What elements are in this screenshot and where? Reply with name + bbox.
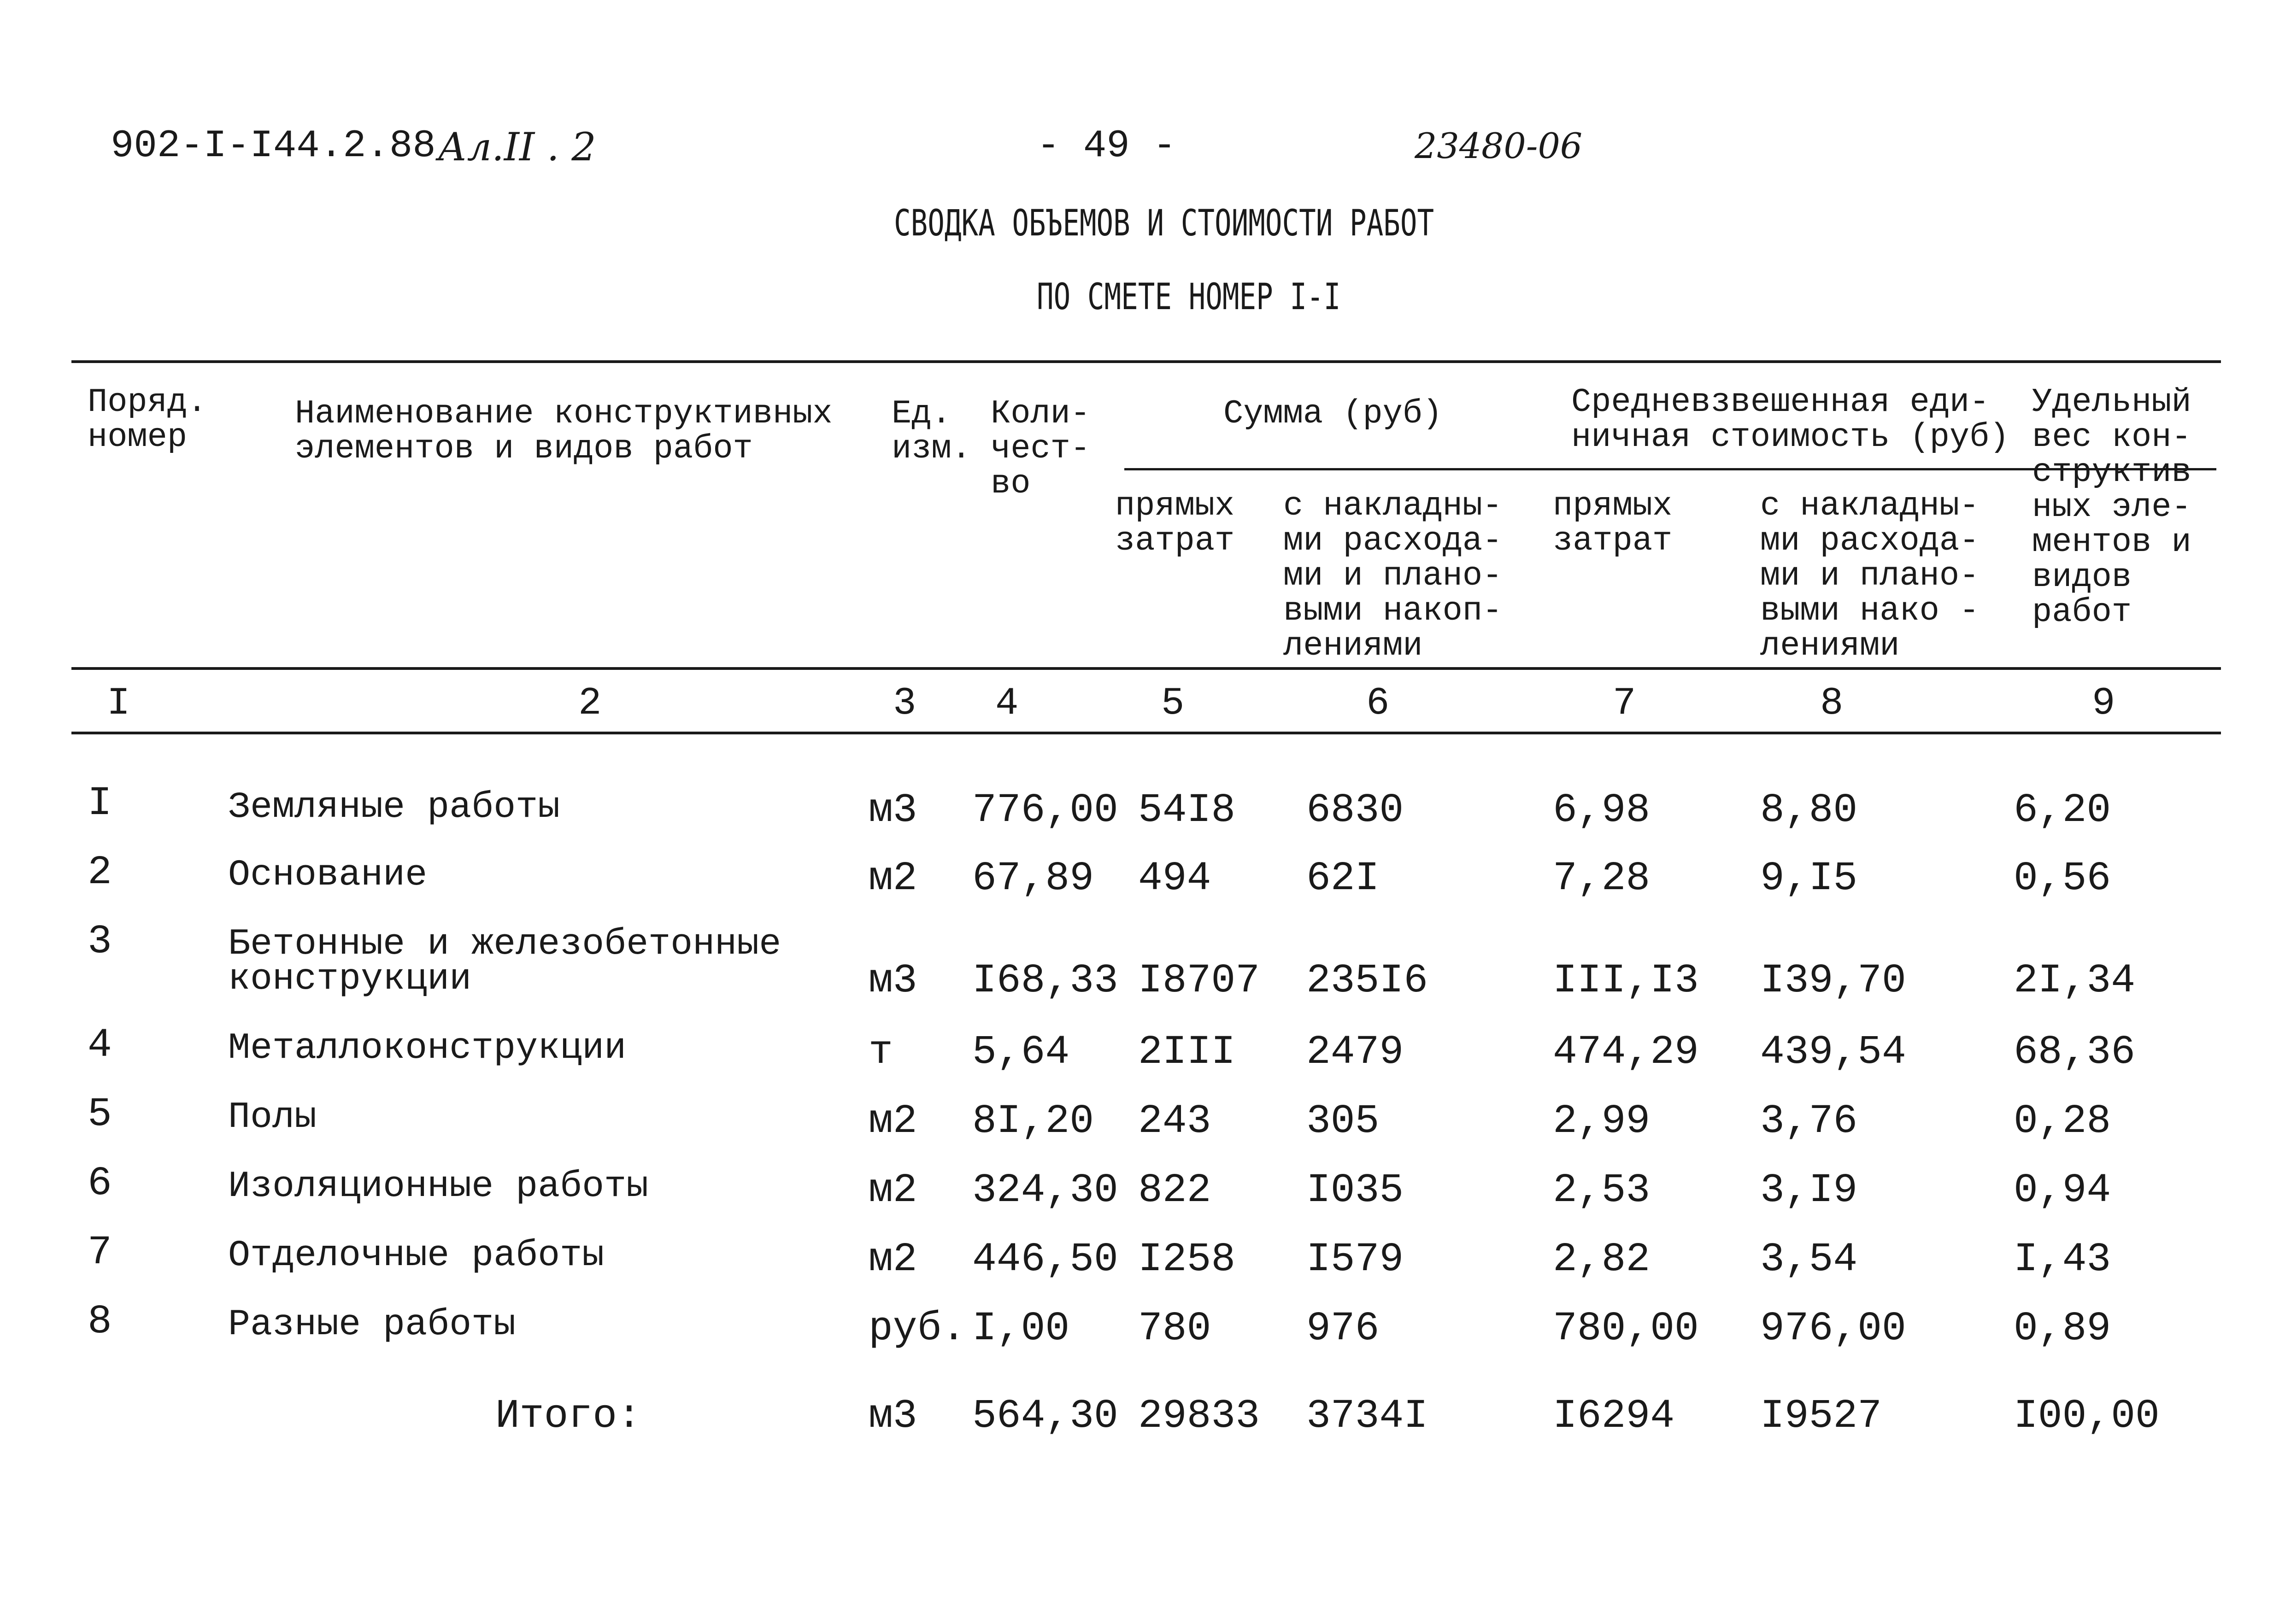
row-avg-direct: 2,53 xyxy=(1553,1168,1651,1214)
row-name: Бетонные и железобетонные конструкции xyxy=(228,923,781,1000)
row-number: 8 xyxy=(88,1299,112,1345)
row-quantity: 776,00 xyxy=(972,788,1118,833)
row-avg-overhead: 3,76 xyxy=(1760,1099,1858,1144)
total-direct-cost: 29833 xyxy=(1138,1394,1260,1439)
row-avg-overhead: 9,I5 xyxy=(1760,856,1858,902)
column-number-7: 7 xyxy=(1613,682,1636,726)
row-number: 7 xyxy=(88,1230,112,1276)
row-avg-direct: 7,28 xyxy=(1553,856,1651,902)
row-avg-direct: 2,82 xyxy=(1553,1237,1651,1283)
column-numbers-rule xyxy=(71,732,2221,734)
row-overhead-cost: 976 xyxy=(1306,1306,1380,1352)
row-unit: м3 xyxy=(869,788,917,833)
column-number-1: I xyxy=(107,682,130,726)
row-name: Земляные работы xyxy=(228,786,560,828)
header-sum-direct: прямых затрат xyxy=(1115,487,1235,560)
row-quantity: 67,89 xyxy=(972,856,1094,902)
column-number-2: 2 xyxy=(578,682,602,726)
row-number: 2 xyxy=(88,850,112,896)
row-share: I,43 xyxy=(2014,1237,2111,1283)
column-number-4: 4 xyxy=(995,682,1019,726)
header-order-number: Поряд. номер xyxy=(88,383,207,456)
row-overhead-cost: 62I xyxy=(1306,856,1380,902)
row-overhead-cost: I035 xyxy=(1306,1168,1404,1214)
column-number-6: 6 xyxy=(1366,682,1390,726)
row-direct-cost: I258 xyxy=(1138,1237,1236,1283)
row-overhead-cost: 305 xyxy=(1306,1099,1380,1144)
row-name: Основание xyxy=(228,854,428,896)
header-quantity: Коли- чест- во xyxy=(991,395,1091,503)
column-number-5: 5 xyxy=(1161,682,1185,726)
row-avg-overhead: 8,80 xyxy=(1760,788,1858,833)
row-quantity: 446,50 xyxy=(972,1237,1118,1283)
row-share: 0,94 xyxy=(2014,1168,2111,1214)
row-quantity: 8I,20 xyxy=(972,1099,1094,1144)
header-average-direct: прямых затрат xyxy=(1553,487,1673,560)
header-sum-overhead: с накладны- ми расхода- ми и плано- выми накоп- лениями xyxy=(1283,487,1503,665)
row-unit: руб. xyxy=(869,1306,966,1352)
header-average-group: Средневзвешенная еди- ничная стоимость (руб) xyxy=(1571,383,2009,456)
row-avg-direct: III,I3 xyxy=(1553,958,1699,1004)
row-name: Изоляционные работы xyxy=(228,1166,649,1208)
row-direct-cost: 2III xyxy=(1138,1030,1236,1075)
sheet-id: 23480-06 xyxy=(1415,125,1583,166)
album-number: Ал.II . 2 xyxy=(438,124,596,170)
row-share: 0,28 xyxy=(2014,1099,2111,1144)
header-sum-group: Сумма (руб) xyxy=(1223,395,1443,433)
column-number-3: 3 xyxy=(893,682,916,726)
row-number: 6 xyxy=(88,1161,112,1207)
row-name: Разные работы xyxy=(228,1304,516,1346)
row-unit: т xyxy=(869,1030,893,1075)
row-direct-cost: 494 xyxy=(1138,856,1211,902)
row-avg-overhead: 3,54 xyxy=(1760,1237,1858,1283)
row-overhead-cost: 2479 xyxy=(1306,1030,1404,1075)
row-direct-cost: 54I8 xyxy=(1138,788,1236,833)
row-overhead-cost: 235I6 xyxy=(1306,958,1428,1004)
row-avg-direct: 474,29 xyxy=(1553,1030,1699,1075)
row-unit: м2 xyxy=(869,856,917,902)
row-direct-cost: I8707 xyxy=(1138,958,1260,1004)
row-quantity: I68,33 xyxy=(972,958,1118,1004)
row-number: 3 xyxy=(88,919,112,965)
row-avg-overhead: 3,I9 xyxy=(1760,1168,1858,1214)
document-code: 902-I-I44.2.88 xyxy=(111,124,436,168)
total-share: I00,00 xyxy=(2014,1394,2160,1439)
total-overhead-cost: 3734I xyxy=(1306,1394,1428,1439)
total-avg-direct: I6294 xyxy=(1553,1394,1675,1439)
row-avg-overhead: I39,70 xyxy=(1760,958,1906,1004)
row-share: 2I,34 xyxy=(2014,958,2136,1004)
row-unit: м2 xyxy=(869,1168,917,1214)
row-overhead-cost: I579 xyxy=(1306,1237,1404,1283)
row-quantity: 5,64 xyxy=(972,1030,1070,1075)
row-direct-cost: 822 xyxy=(1138,1168,1211,1214)
row-share: 0,89 xyxy=(2014,1306,2111,1352)
row-direct-cost: 780 xyxy=(1138,1306,1211,1352)
document-title: СВОДКА ОБЪЕМОВ И СТОИМОСТИ РАБОТ xyxy=(894,203,1434,244)
header-element-name: Наименование конструктивных элементов и видов работ xyxy=(295,395,833,468)
header-average-overhead: с накладны- ми расхода- ми и плано- выми нако - лениями xyxy=(1760,487,1980,665)
column-number-9: 9 xyxy=(2092,682,2115,726)
total-label: Итого: xyxy=(495,1394,641,1439)
row-quantity: 324,30 xyxy=(972,1168,1118,1214)
row-share: 0,56 xyxy=(2014,856,2111,902)
row-unit: м2 xyxy=(869,1237,917,1283)
page-number: - 49 - xyxy=(1037,124,1176,168)
row-avg-direct: 6,98 xyxy=(1553,788,1651,833)
header-bottom-rule xyxy=(71,667,2221,670)
row-unit: м2 xyxy=(869,1099,917,1144)
row-avg-overhead: 976,00 xyxy=(1760,1306,1906,1352)
column-number-8: 8 xyxy=(1820,682,1844,726)
row-share: 68,36 xyxy=(2014,1030,2136,1075)
row-name: Отделочные работы xyxy=(228,1235,605,1277)
row-number: 4 xyxy=(88,1023,112,1068)
total-unit: м3 xyxy=(869,1394,917,1439)
row-number: 5 xyxy=(88,1092,112,1137)
header-unit: Ед. изм. xyxy=(892,395,971,468)
row-avg-direct: 2,99 xyxy=(1553,1099,1651,1144)
row-name: Металлоконструкции xyxy=(228,1027,627,1069)
row-avg-direct: 780,00 xyxy=(1553,1306,1699,1352)
row-direct-cost: 243 xyxy=(1138,1099,1211,1144)
row-number: I xyxy=(88,781,112,827)
total-quantity: 564,30 xyxy=(972,1394,1118,1439)
row-unit: м3 xyxy=(869,958,917,1004)
document-subtitle: ПО СМЕТЕ НОМЕР I-I xyxy=(1037,276,1341,318)
row-name: Полы xyxy=(228,1096,317,1138)
header-share: Удельный вес кон- структив ных эле- ментов и видов работ xyxy=(2032,383,2191,631)
total-avg-overhead: I9527 xyxy=(1760,1394,1882,1439)
row-overhead-cost: 6830 xyxy=(1306,788,1404,833)
row-share: 6,20 xyxy=(2014,788,2111,833)
table-top-rule xyxy=(71,360,2221,363)
row-quantity: I,00 xyxy=(972,1306,1070,1352)
row-avg-overhead: 439,54 xyxy=(1760,1030,1906,1075)
